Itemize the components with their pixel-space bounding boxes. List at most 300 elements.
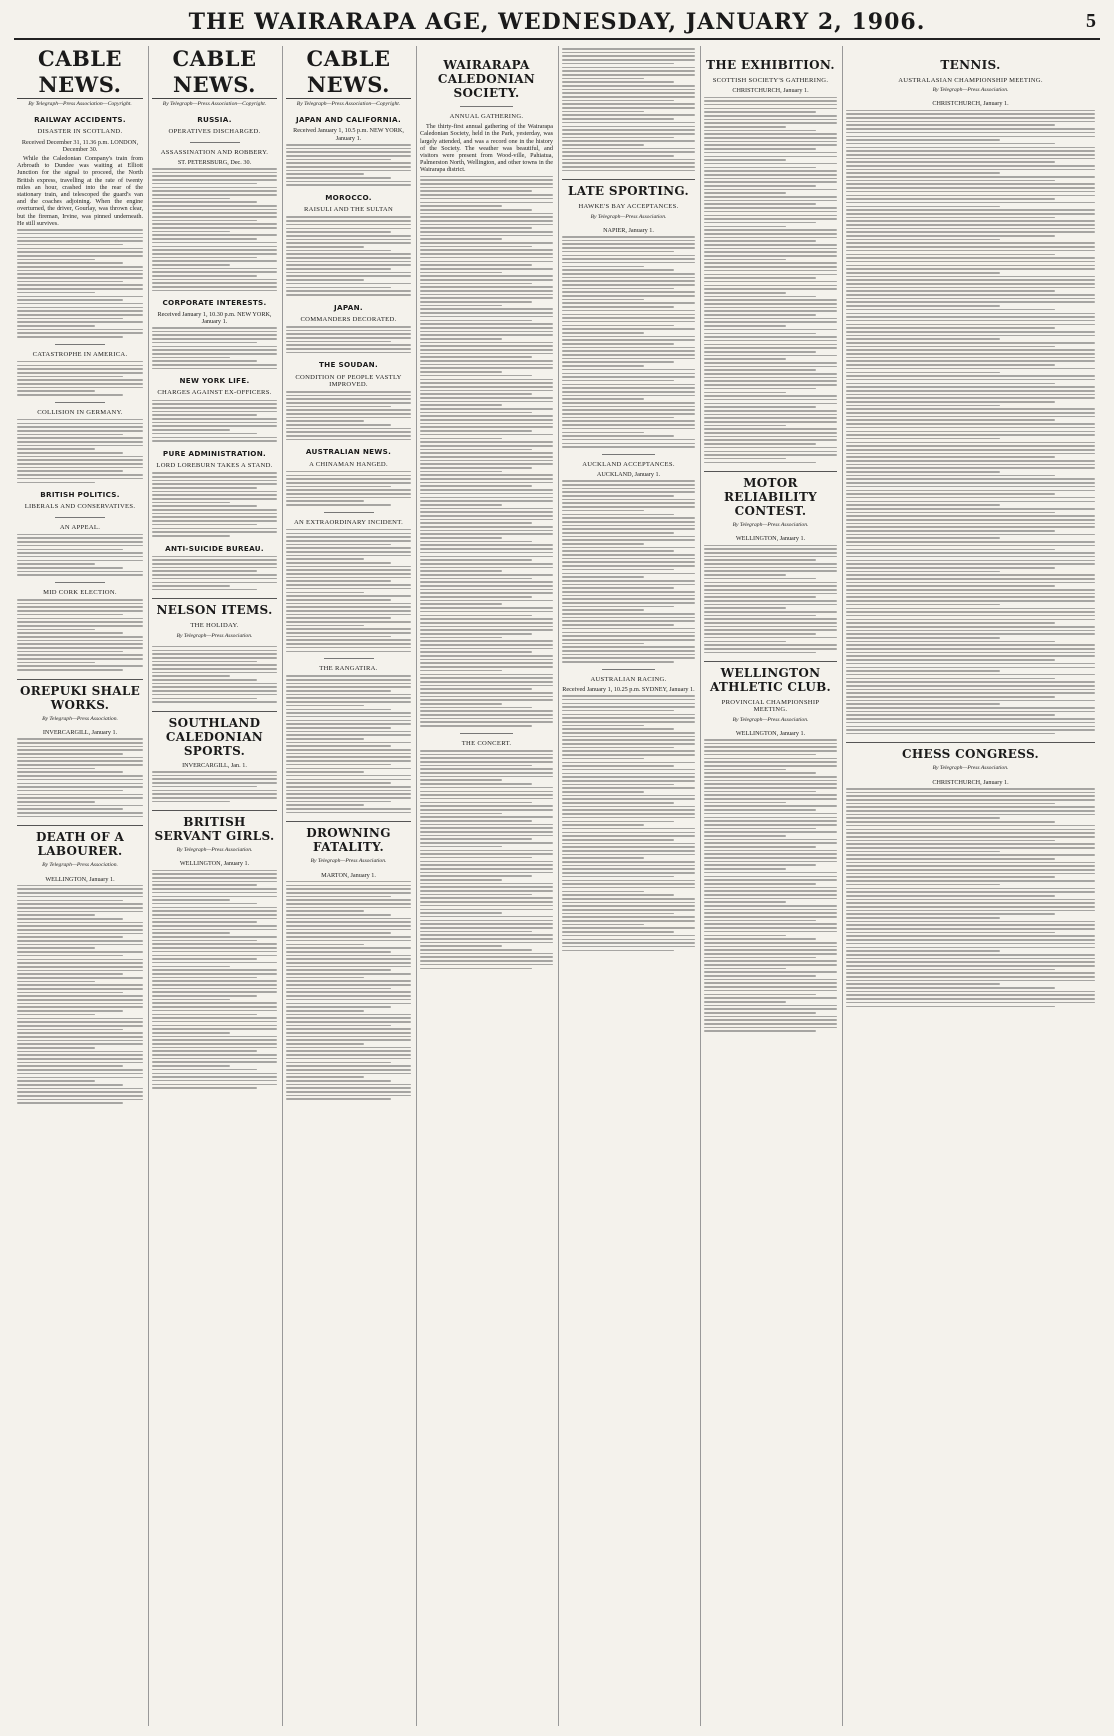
- text-line: [846, 490, 1095, 492]
- text-line: [286, 929, 411, 931]
- text-line: [420, 776, 553, 778]
- text-line: [420, 622, 553, 624]
- text-line: [420, 868, 553, 870]
- text-line: [17, 459, 143, 461]
- text-line: [17, 1069, 143, 1071]
- text-line: [562, 92, 695, 94]
- text-line: [562, 868, 695, 870]
- text-line: [704, 189, 837, 191]
- text-line: [420, 897, 553, 899]
- text-line: [846, 501, 1095, 503]
- body-text-block: [17, 885, 143, 1104]
- text-line: [562, 547, 695, 549]
- text-line: [704, 652, 816, 654]
- text-line: [704, 883, 816, 885]
- column-7: [842, 46, 1098, 1726]
- text-line: [152, 1014, 257, 1016]
- text-line: [286, 738, 364, 740]
- text-line: [17, 1018, 143, 1020]
- text-line: [562, 950, 674, 952]
- text-line: [846, 368, 1095, 370]
- text-line: [846, 139, 1000, 141]
- text-line: [704, 373, 837, 375]
- text-line: [562, 743, 695, 745]
- text-line: [420, 356, 532, 358]
- text-line: [562, 140, 695, 142]
- text-line: [846, 427, 1095, 429]
- text-line: [152, 357, 230, 359]
- dateline: CHRISTCHURCH, January 1.: [732, 87, 809, 95]
- text-line: [420, 430, 532, 432]
- text-line: [420, 912, 502, 914]
- text-line: [704, 600, 837, 602]
- section-heading: SOUTHLAND CALEDONIAN SPORTS.: [152, 711, 277, 758]
- text-line: [704, 935, 786, 937]
- dateline: WELLINGTON, January 1.: [735, 729, 806, 737]
- text-line: [286, 1047, 411, 1049]
- text-line: [17, 801, 95, 803]
- text-line: [17, 599, 143, 601]
- text-line: [17, 307, 143, 309]
- article-body: While the Caledonian Company's train from Arbroath to Dundee was waiting at Elliott Junction for the signal to proceed, the North British express, travelling at the rate of twenty miles an hour, crashed into the rear of the stationary train, and telescoped the guard's van and the coaches adjoining. When the engine overturned, the driver, Gourlay, was thrown clear, but the fireman, Irvine, was pinned underneath. He still survives.: [17, 155, 143, 227]
- text-line: [17, 372, 143, 374]
- text-line: [704, 986, 837, 988]
- text-line: [704, 115, 837, 117]
- dateline: Received January 1, 10.25 p.m. SYDNEY, January 1.: [562, 685, 695, 693]
- text-line: [846, 349, 1095, 351]
- text-line: [286, 577, 411, 579]
- text-line: [286, 636, 391, 638]
- text-line: [17, 325, 95, 327]
- text-line: [420, 909, 553, 911]
- text-line: [704, 259, 786, 261]
- subheading: HAWKE'S BAY ACCEPTANCES.: [578, 203, 679, 211]
- text-line: [704, 447, 837, 449]
- text-line: [152, 290, 277, 292]
- text-line: [286, 808, 411, 810]
- text-line: [420, 589, 553, 591]
- text-line: [704, 927, 837, 929]
- text-line: [562, 576, 644, 578]
- text-line: [562, 865, 695, 867]
- text-line: [704, 403, 837, 405]
- text-line: [420, 798, 553, 800]
- text-line: [704, 1030, 816, 1032]
- text-line: [562, 499, 695, 501]
- text-line: [420, 615, 532, 617]
- text-line: [562, 565, 695, 567]
- text-line: [704, 248, 837, 250]
- text-line: [286, 344, 411, 346]
- text-line: [152, 437, 277, 439]
- text-line: [704, 633, 816, 635]
- text-line: [562, 854, 695, 856]
- credit-line: By Telegraph—Press Association.: [176, 847, 253, 854]
- text-line: [420, 489, 553, 491]
- text-line: [152, 494, 277, 496]
- text-line: [704, 288, 837, 290]
- section-heading: THE EXHIBITION.: [706, 58, 835, 72]
- body-text-block: [286, 391, 411, 441]
- text-line: [286, 1003, 411, 1005]
- dateline: WELLINGTON, January 1.: [179, 860, 250, 868]
- text-line: [17, 896, 143, 898]
- text-line: [17, 1065, 123, 1067]
- text-line: [17, 797, 143, 799]
- text-line: [846, 854, 1095, 856]
- text-line: [704, 358, 786, 360]
- text-line: [420, 879, 502, 881]
- text-line: [286, 275, 411, 277]
- text-line: [17, 903, 143, 905]
- text-line: [420, 471, 502, 473]
- text-line: [286, 224, 411, 226]
- text-line: [846, 718, 1095, 720]
- text-line: [420, 920, 553, 922]
- text-line: [704, 805, 837, 807]
- text-line: [286, 705, 364, 707]
- text-line: [420, 835, 553, 837]
- text-line: [562, 762, 695, 764]
- text-line: [846, 545, 1095, 547]
- text-line: [704, 809, 816, 811]
- text-line: [17, 1073, 143, 1075]
- text-line: [704, 237, 837, 239]
- text-line: [17, 746, 143, 748]
- text-line: [420, 456, 553, 458]
- text-line: [846, 169, 1095, 171]
- text-line: [846, 954, 1095, 956]
- text-line: [846, 526, 1095, 528]
- text-line: [846, 445, 1095, 447]
- text-line: [152, 578, 277, 580]
- text-line: [562, 857, 644, 859]
- text-line: [152, 969, 277, 971]
- text-line: [420, 659, 553, 661]
- text-line: [420, 412, 532, 414]
- subheading: MID CORK ELECTION.: [43, 588, 117, 596]
- text-line: [420, 681, 553, 683]
- text-line: [704, 776, 837, 778]
- text-line: [286, 569, 411, 571]
- text-line: [562, 258, 695, 260]
- text-line: [152, 914, 277, 916]
- text-line: [17, 1091, 143, 1093]
- text-line: [286, 428, 411, 430]
- text-line: [152, 264, 230, 266]
- text-line: [704, 556, 837, 558]
- text-line: [704, 451, 837, 453]
- text-line: [17, 368, 143, 370]
- text-line: [152, 1032, 230, 1034]
- text-line: [17, 1051, 143, 1053]
- text-line: [152, 1054, 277, 1056]
- text-line: [420, 710, 553, 712]
- text-line: [17, 962, 143, 964]
- text-line: [17, 790, 123, 792]
- text-line: [17, 255, 143, 257]
- text-line: [286, 701, 411, 703]
- text-line: [562, 107, 695, 109]
- text-line: [420, 235, 553, 237]
- text-line: [17, 383, 143, 385]
- text-line: [846, 512, 1055, 514]
- text-line: [286, 1091, 411, 1093]
- text-line: [17, 365, 143, 367]
- text-line: [562, 428, 695, 430]
- text-line: [420, 216, 553, 218]
- text-line: [286, 220, 411, 222]
- subheading: RAISULI AND THE SULTAN: [303, 206, 394, 214]
- text-line: [704, 960, 837, 962]
- text-line: [286, 764, 391, 766]
- text-line: [286, 471, 411, 473]
- text-line: [420, 327, 553, 329]
- text-line: [846, 711, 1095, 713]
- text-line: [286, 159, 391, 161]
- text-line: [286, 417, 411, 419]
- text-line: [846, 549, 1055, 551]
- text-line: [286, 995, 411, 997]
- text-line: [846, 619, 1095, 621]
- text-line: [846, 239, 1000, 241]
- text-line: [17, 610, 143, 612]
- text-line: [152, 223, 277, 225]
- text-line: [704, 369, 816, 371]
- text-line: [704, 975, 816, 977]
- section-heading: RUSSIA.: [197, 115, 232, 125]
- text-line: [17, 816, 143, 818]
- text-line: [704, 428, 837, 430]
- text-line: [152, 907, 277, 909]
- text-line: [562, 387, 695, 389]
- text-line: [420, 696, 553, 698]
- text-line: [17, 654, 143, 656]
- text-line: [562, 78, 644, 80]
- text-line: [562, 122, 695, 124]
- text-line: [17, 621, 143, 623]
- text-line: [704, 946, 837, 948]
- text-line: [286, 1058, 411, 1060]
- text-line: [152, 198, 230, 200]
- text-line: [846, 187, 1095, 189]
- text-line: [286, 216, 411, 218]
- dateline: INVERCARGILL, January 1.: [42, 728, 118, 736]
- text-line: [562, 635, 695, 637]
- text-line: [286, 333, 411, 335]
- text-line: [562, 391, 695, 393]
- text-line: [562, 148, 695, 150]
- text-line: [420, 227, 532, 229]
- text-line: [704, 868, 786, 870]
- text-line: [286, 768, 411, 770]
- text-line: [286, 606, 411, 608]
- text-line: [562, 328, 695, 330]
- text-line: [562, 609, 644, 611]
- text-line: [420, 725, 532, 727]
- text-line: [846, 110, 1095, 112]
- text-line: [286, 731, 411, 733]
- section-heading: RAILWAY ACCIDENTS.: [34, 115, 126, 125]
- text-line: [286, 1032, 411, 1034]
- text-line: [704, 629, 837, 631]
- text-line: [286, 439, 411, 441]
- subheading: COMMANDERS DECORATED.: [300, 315, 397, 323]
- text-line: [704, 567, 837, 569]
- text-line: [704, 593, 837, 595]
- text-line: [846, 383, 1055, 385]
- text-line: [562, 89, 695, 91]
- body-text-block: [846, 110, 1095, 735]
- text-line: [152, 899, 230, 901]
- text-line: [846, 353, 1095, 355]
- text-line: [152, 516, 277, 518]
- text-line: [17, 768, 95, 770]
- text-line: [704, 395, 837, 397]
- text-line: [420, 294, 553, 296]
- text-line: [704, 589, 837, 591]
- text-line: [286, 1050, 411, 1052]
- text-line: [704, 425, 786, 427]
- text-line: [286, 497, 411, 499]
- text-line: [420, 544, 553, 546]
- text-line: [420, 552, 553, 554]
- text-line: [286, 1014, 411, 1016]
- text-line: [704, 798, 837, 800]
- text-line: [562, 350, 695, 352]
- text-line: [704, 783, 837, 785]
- text-line: [420, 353, 553, 355]
- text-line: [286, 801, 391, 803]
- text-line: [152, 995, 257, 997]
- text-line: [562, 725, 644, 727]
- text-line: [17, 270, 143, 272]
- text-line: [420, 556, 553, 558]
- text-line: [152, 650, 277, 652]
- text-line: [846, 537, 1000, 539]
- text-line: [152, 999, 230, 1001]
- text-line: [846, 788, 1095, 790]
- text-line: [420, 419, 553, 421]
- text-line: [152, 407, 277, 409]
- text-line: [704, 274, 837, 276]
- text-line: [562, 402, 695, 404]
- text-line: [846, 703, 1000, 705]
- text-line: [846, 998, 1095, 1000]
- text-line: [286, 486, 391, 488]
- text-line: [152, 271, 277, 273]
- text-line: [17, 665, 143, 667]
- text-line: [420, 202, 553, 204]
- text-line: [846, 379, 1095, 381]
- text-line: [846, 305, 1000, 307]
- text-line: [17, 1025, 143, 1027]
- text-line: [286, 1098, 391, 1100]
- text-line: [17, 478, 143, 480]
- text-line: [286, 1025, 391, 1027]
- text-line: [704, 887, 837, 889]
- text-line: [420, 511, 553, 513]
- text-line: [17, 944, 143, 946]
- text-line: [17, 786, 143, 788]
- section-heading: ANTI-SUICIDE BUREAU.: [165, 543, 264, 553]
- text-line: [286, 424, 391, 426]
- text-line: [286, 264, 411, 266]
- text-line: [152, 892, 277, 894]
- text-line: [562, 85, 695, 87]
- text-line: [420, 183, 553, 185]
- text-line: [420, 445, 553, 447]
- text-line: [17, 1036, 143, 1038]
- text-line: [704, 641, 786, 643]
- article-body: The thirty-first annual gathering of the Wairarapa Caledonian Society, held in the Park, yesterday, was largely attended, and was a record one in the history of the Society. The weather was beautiful, and visitors were present from Wood-ville, Pahiatua, Palmerston North, Wellington, and other towns in the Wairarapa district.: [420, 123, 553, 174]
- text-line: [420, 861, 553, 863]
- dateline: WELLINGTON, January 1.: [735, 535, 806, 543]
- text-line: [420, 886, 553, 888]
- text-line: [17, 805, 143, 807]
- text-line: [286, 679, 411, 681]
- text-line: [420, 500, 553, 502]
- text-line: [846, 460, 1095, 462]
- text-line: [152, 172, 277, 174]
- text-line: [420, 875, 532, 877]
- text-line: [846, 667, 1095, 669]
- text-line: [704, 307, 837, 309]
- text-line: [286, 155, 411, 157]
- text-line: [846, 180, 1055, 182]
- text-line: [846, 405, 1000, 407]
- text-line: [420, 264, 532, 266]
- credit-line: By Telegraph—Press Association.: [590, 213, 667, 220]
- text-line: [562, 67, 695, 69]
- column-3: [282, 46, 414, 1726]
- body-text-block: [152, 556, 277, 591]
- text-line: [17, 922, 143, 924]
- text-line: [846, 136, 1095, 138]
- text-line: [420, 923, 553, 925]
- text-line: [562, 646, 695, 648]
- text-line: [704, 968, 786, 970]
- text-line: [17, 1088, 143, 1090]
- text-line: [152, 1084, 277, 1086]
- text-line: [286, 651, 411, 653]
- text-line: [420, 618, 553, 620]
- text-line: [17, 914, 95, 916]
- text-line: [846, 250, 1095, 252]
- text-line: [846, 696, 1055, 698]
- text-line: [846, 939, 1095, 941]
- text-line: [17, 1077, 143, 1079]
- text-line: [17, 1054, 143, 1056]
- text-line: [152, 279, 277, 281]
- text-line: [286, 628, 411, 630]
- text-line: [17, 1006, 143, 1008]
- text-line: [562, 243, 695, 245]
- text-line: [704, 366, 837, 368]
- text-line: [704, 964, 837, 966]
- text-line: [846, 254, 1055, 256]
- text-line: [17, 266, 143, 268]
- text-line: [704, 170, 837, 172]
- text-line: [420, 386, 553, 388]
- text-line: [846, 560, 1095, 562]
- text-line: [17, 394, 123, 396]
- section-heading: BRITISH SERVANT GIRLS.: [152, 810, 277, 843]
- text-line: [152, 505, 257, 507]
- text-line: [286, 253, 411, 255]
- text-line: [846, 729, 1095, 731]
- text-line: [152, 775, 277, 777]
